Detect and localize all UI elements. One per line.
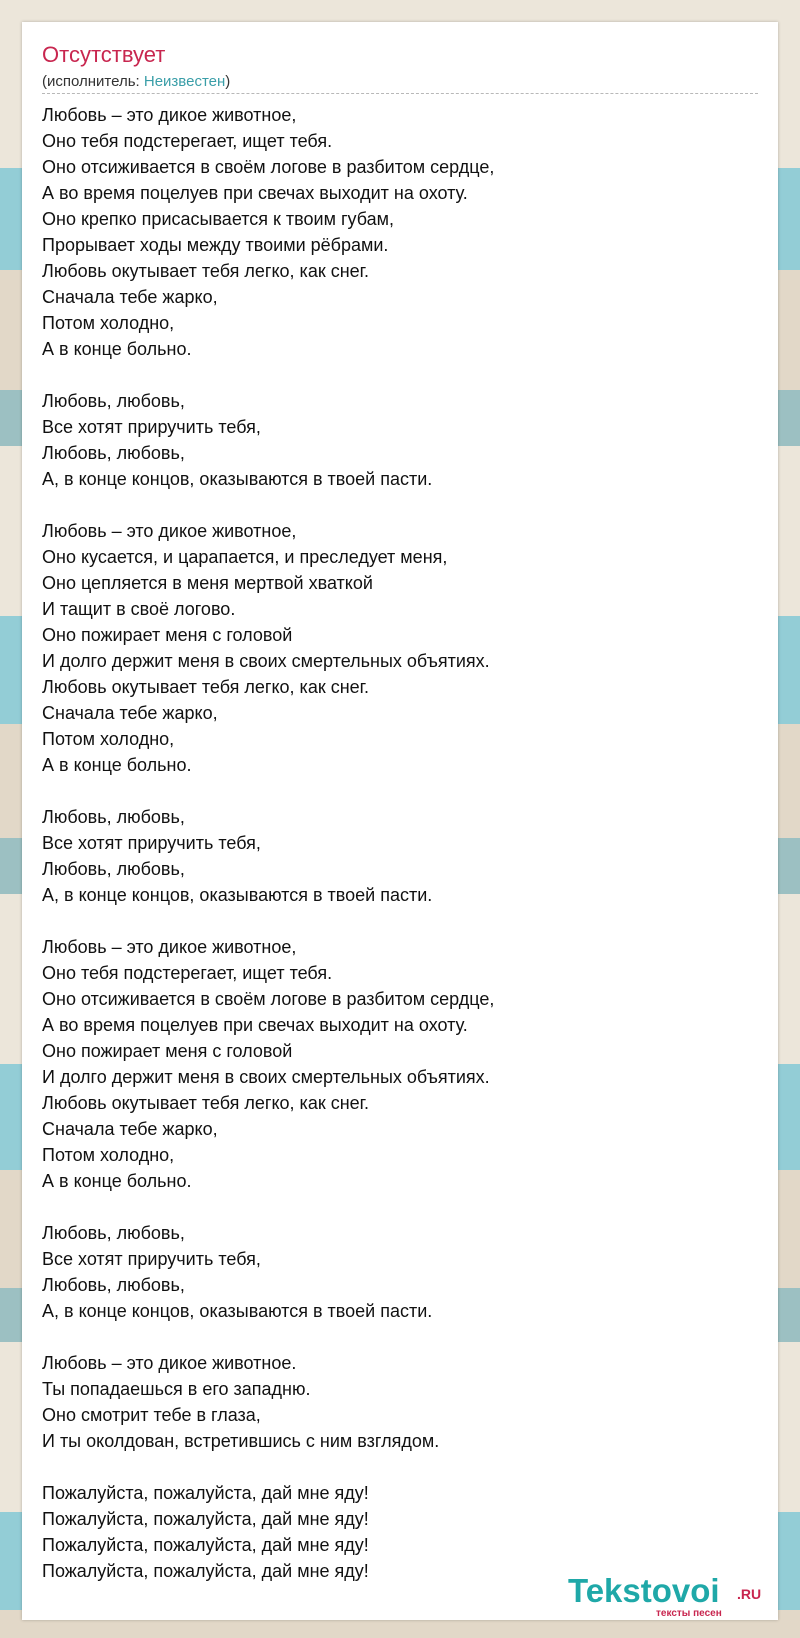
lyrics-line: А, в конце концов, оказываются в твоей пасти.	[42, 885, 433, 905]
lyrics-line: Любовь окутывает тебя легко, как снег.	[42, 1093, 370, 1113]
lyrics-line: Оно кусается, и царапается, и преследует меня,	[42, 547, 448, 567]
lyrics-line: Любовь, любовь,	[42, 1223, 185, 1243]
lyrics-line: Оно отсиживается в своём логове в разбитом сердце,	[42, 989, 495, 1009]
lyrics-stanza	[42, 804, 758, 908]
song-title: Отсутствует	[42, 42, 166, 67]
performer-link[interactable]: Неизвестен	[143, 73, 226, 90]
performer-prefix: (исполнитель:	[42, 73, 144, 90]
lyrics-stanza	[42, 102, 758, 362]
lyrics-line: Все хотят приручить тебя,	[42, 833, 261, 853]
logo-domain: .RU	[737, 1586, 762, 1602]
lyrics-line: Любовь – это дикое животное.	[42, 1353, 297, 1373]
lyrics-line: Любовь – это дикое животное,	[42, 105, 297, 125]
lyrics-line: Оно крепко присасывается к твоим губам,	[42, 209, 394, 229]
lyrics-line: Оно пожирает меня с головой	[42, 625, 293, 645]
logo-wordmark: Tekstovoi	[568, 1572, 720, 1609]
lyrics-line: И долго держит меня в своих смертельных объятиях.	[42, 1067, 490, 1087]
lyrics-stanza	[42, 934, 758, 1194]
lyrics-card	[22, 22, 778, 1620]
lyrics-line: Пожалуйста, пожалуйста, дай мне яду!	[42, 1483, 369, 1503]
lyrics-line: Сначала тебе жарко,	[42, 1119, 218, 1139]
lyrics-line: Все хотят приручить тебя,	[42, 417, 261, 437]
lyrics-line: Любовь, любовь,	[42, 807, 185, 827]
lyrics-line: Оно отсиживается в своём логове в разбитом сердце,	[42, 157, 495, 177]
lyrics-line: Оно тебя подстерегает, ищет тебя.	[42, 131, 333, 151]
lyrics-line: Любовь, любовь,	[42, 443, 185, 463]
lyrics-stanza	[42, 1480, 758, 1584]
lyrics-line: А во время поцелуев при свечах выходит на охоту.	[42, 1015, 468, 1035]
lyrics-line: Любовь – это дикое животное,	[42, 521, 297, 541]
site-logo[interactable]	[568, 1572, 768, 1622]
lyrics-line: Потом холодно,	[42, 313, 175, 333]
lyrics-line: А в конце больно.	[42, 1171, 192, 1191]
lyrics-line: Любовь, любовь,	[42, 391, 185, 411]
lyrics-line: Любовь окутывает тебя легко, как снег.	[42, 677, 370, 697]
lyrics-body	[42, 102, 758, 1610]
lyrics-line: Оно цепляется в меня мертвой хваткой	[42, 573, 373, 593]
title-divider	[42, 93, 758, 94]
lyrics-line: Сначала тебе жарко,	[42, 703, 218, 723]
lyrics-line: И тащит в своё логово.	[42, 599, 236, 619]
lyrics-line: И ты околдован, встретившись с ним взглядом.	[42, 1431, 440, 1451]
lyrics-line: А во время поцелуев при свечах выходит на охоту.	[42, 183, 468, 203]
logo-tagline: тексты песен	[656, 1608, 722, 1619]
lyrics-stanza	[42, 1220, 758, 1324]
lyrics-line: Пожалуйста, пожалуйста, дай мне яду!	[42, 1561, 369, 1581]
lyrics-line: Оно смотрит тебе в глаза,	[42, 1405, 261, 1425]
lyrics-stanza	[42, 1350, 758, 1454]
lyrics-stanza	[42, 518, 758, 778]
lyrics-line: А в конце больно.	[42, 339, 192, 359]
lyrics-line: Оно тебя подстерегает, ищет тебя.	[42, 963, 333, 983]
lyrics-line: Любовь, любовь,	[42, 1275, 185, 1295]
lyrics-line: Все хотят приручить тебя,	[42, 1249, 261, 1269]
lyrics-line: Оно пожирает меня с головой	[42, 1041, 293, 1061]
lyrics-line: Потом холодно,	[42, 729, 175, 749]
lyrics-line: Пожалуйста, пожалуйста, дай мне яду!	[42, 1535, 369, 1555]
lyrics-line: А, в конце концов, оказываются в твоей пасти.	[42, 1301, 433, 1321]
lyrics-line: Любовь, любовь,	[42, 859, 185, 879]
lyrics-line: Потом холодно,	[42, 1145, 175, 1165]
lyrics-line: Прорывает ходы между твоими рёбрами.	[42, 235, 389, 255]
lyrics-stanza	[42, 388, 758, 492]
lyrics-line: И долго держит меня в своих смертельных объятиях.	[42, 651, 490, 671]
lyrics-line: Любовь – это дикое животное,	[42, 937, 297, 957]
lyrics-line: Любовь окутывает тебя легко, как снег.	[42, 261, 370, 281]
lyrics-line: Ты попадаешься в его западню.	[42, 1379, 311, 1399]
performer-line	[42, 73, 230, 90]
lyrics-line: Сначала тебе жарко,	[42, 287, 218, 307]
lyrics-line: А, в конце концов, оказываются в твоей пасти.	[42, 469, 433, 489]
lyrics-line: А в конце больно.	[42, 755, 192, 775]
performer-suffix: )	[225, 73, 231, 90]
lyrics-line: Пожалуйста, пожалуйста, дай мне яду!	[42, 1509, 369, 1529]
